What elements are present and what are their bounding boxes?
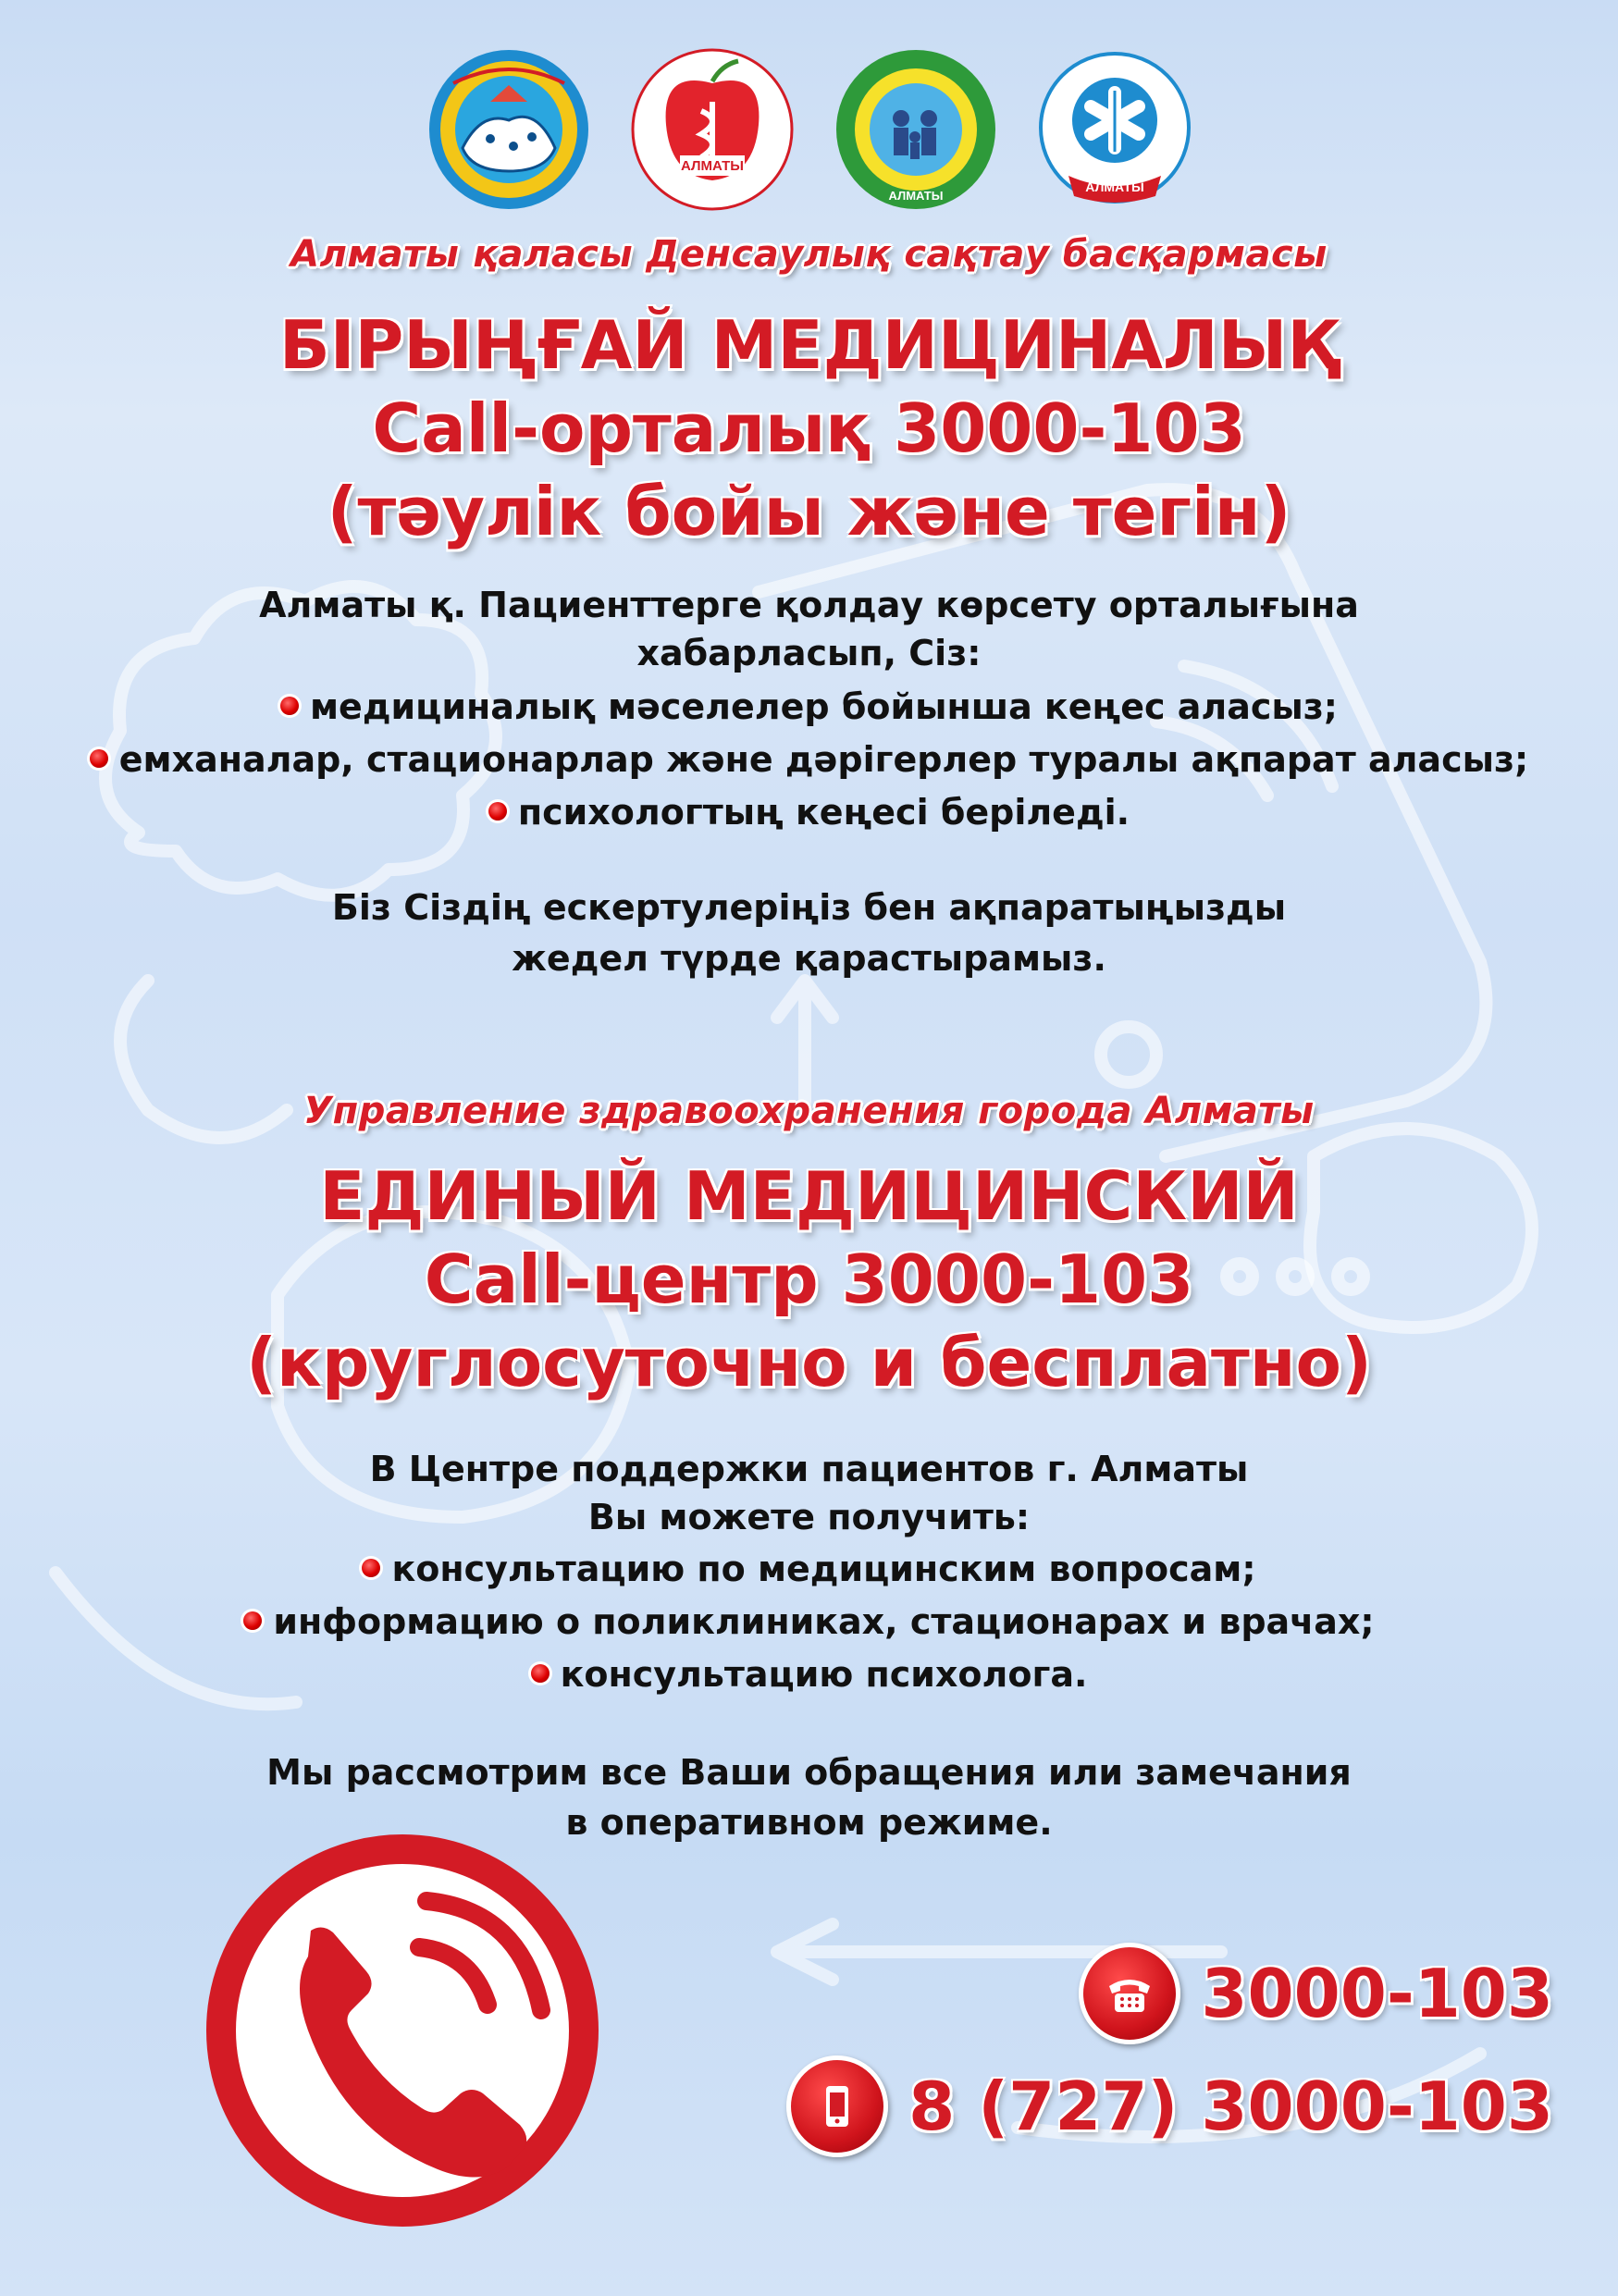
healthy-lifestyle-logo xyxy=(833,46,999,213)
svg-text:АЛМАТЫ: АЛМАТЫ xyxy=(1085,179,1144,194)
kz-closing-line2: жедел түрде қарастырамыз. xyxy=(512,938,1106,979)
svg-text:АЛМАТЫ: АЛМАТЫ xyxy=(681,158,744,174)
ru-bullet-item xyxy=(0,1545,1618,1593)
svg-text:АЛМАТЫ: АЛМАТЫ xyxy=(888,189,944,203)
mobile-number: 8 (727) 3000-103 xyxy=(908,2068,1553,2145)
ru-title-line3: (круглосуточно и бесплатно) xyxy=(246,1324,1372,1401)
kz-intro-line2: хабарласып, Сіз: xyxy=(636,633,982,673)
ru-bullet-text: консультацию по медицинским вопросам; xyxy=(391,1549,1256,1589)
ru-bullet-item xyxy=(0,1598,1618,1646)
kz-bullet-text: емханалар, стационарлар және дәрігерлер туралы ақпарат аласыз; xyxy=(118,739,1529,780)
kz-title-line3: (тәулік бойы және тегін) xyxy=(327,473,1291,550)
kz-bullet-item xyxy=(0,683,1618,731)
ru-subtitle: Управление здравоохранения города Алматы xyxy=(303,1090,1315,1132)
ru-bullet-item xyxy=(0,1650,1618,1698)
kz-bullet-item xyxy=(0,735,1618,784)
ru-title-line1: ЕДИНЫЙ МЕДИЦИНСКИЙ xyxy=(319,1157,1299,1235)
ambulance-service-logo xyxy=(1031,46,1198,213)
ru-title-line2: Call-центр 3000-103 xyxy=(424,1241,1194,1318)
bullet-icon xyxy=(90,749,108,768)
contact-mobile xyxy=(786,2055,1553,2157)
logos-row xyxy=(0,46,1618,222)
bullet-icon xyxy=(531,1664,550,1683)
kz-subtitle: Алматы қаласы Денсаулық сақтау басқармасы xyxy=(290,233,1328,276)
bullet-icon xyxy=(362,1559,380,1577)
kz-bullet-text: психологтың кеңесі беріледі. xyxy=(517,792,1130,833)
bullet-icon xyxy=(280,697,299,715)
ru-closing-line2: в оперативном режиме. xyxy=(565,1802,1053,1843)
kz-bullet-text: медициналық мәселелер бойынша кеңес аласыз; xyxy=(310,686,1338,727)
telephone-icon xyxy=(1079,1943,1180,2044)
mobile-phone-icon xyxy=(786,2055,888,2157)
kz-title-line1: БІРЫҢҒАЙ МЕДИЦИНАЛЫҚ xyxy=(278,306,1340,384)
ru-closing-line1: Мы рассмотрим все Ваши обращения или замечания xyxy=(266,1752,1352,1793)
ru-bullet-text: информацию о поликлиниках, стационарах и врачах; xyxy=(273,1601,1375,1642)
ru-intro-line1: В Центре поддержки пациентов г. Алматы xyxy=(369,1449,1249,1489)
bullet-icon xyxy=(488,802,507,821)
kz-closing-line1: Біз Сіздің ескертулеріңіз бен ақпаратыңызды xyxy=(331,887,1287,928)
kz-title-line2: Call-орталық 3000-103 xyxy=(372,389,1246,467)
bullet-icon xyxy=(243,1611,262,1630)
contact-landline xyxy=(1079,1943,1553,2044)
health-department-logo xyxy=(629,46,796,213)
landline-number: 3000-103 xyxy=(1201,1955,1553,2032)
ru-bullet-text: консультацию психолога. xyxy=(560,1654,1088,1695)
ru-intro-line2: Вы можете получить: xyxy=(587,1497,1031,1537)
kz-intro-line1: Алматы қ. Пациенттерге қолдау көрсету орталығына xyxy=(259,585,1359,625)
kz-bullet-item xyxy=(0,788,1618,836)
almaty-emblem-logo xyxy=(426,46,592,213)
phone-handset-icon xyxy=(199,1827,606,2234)
